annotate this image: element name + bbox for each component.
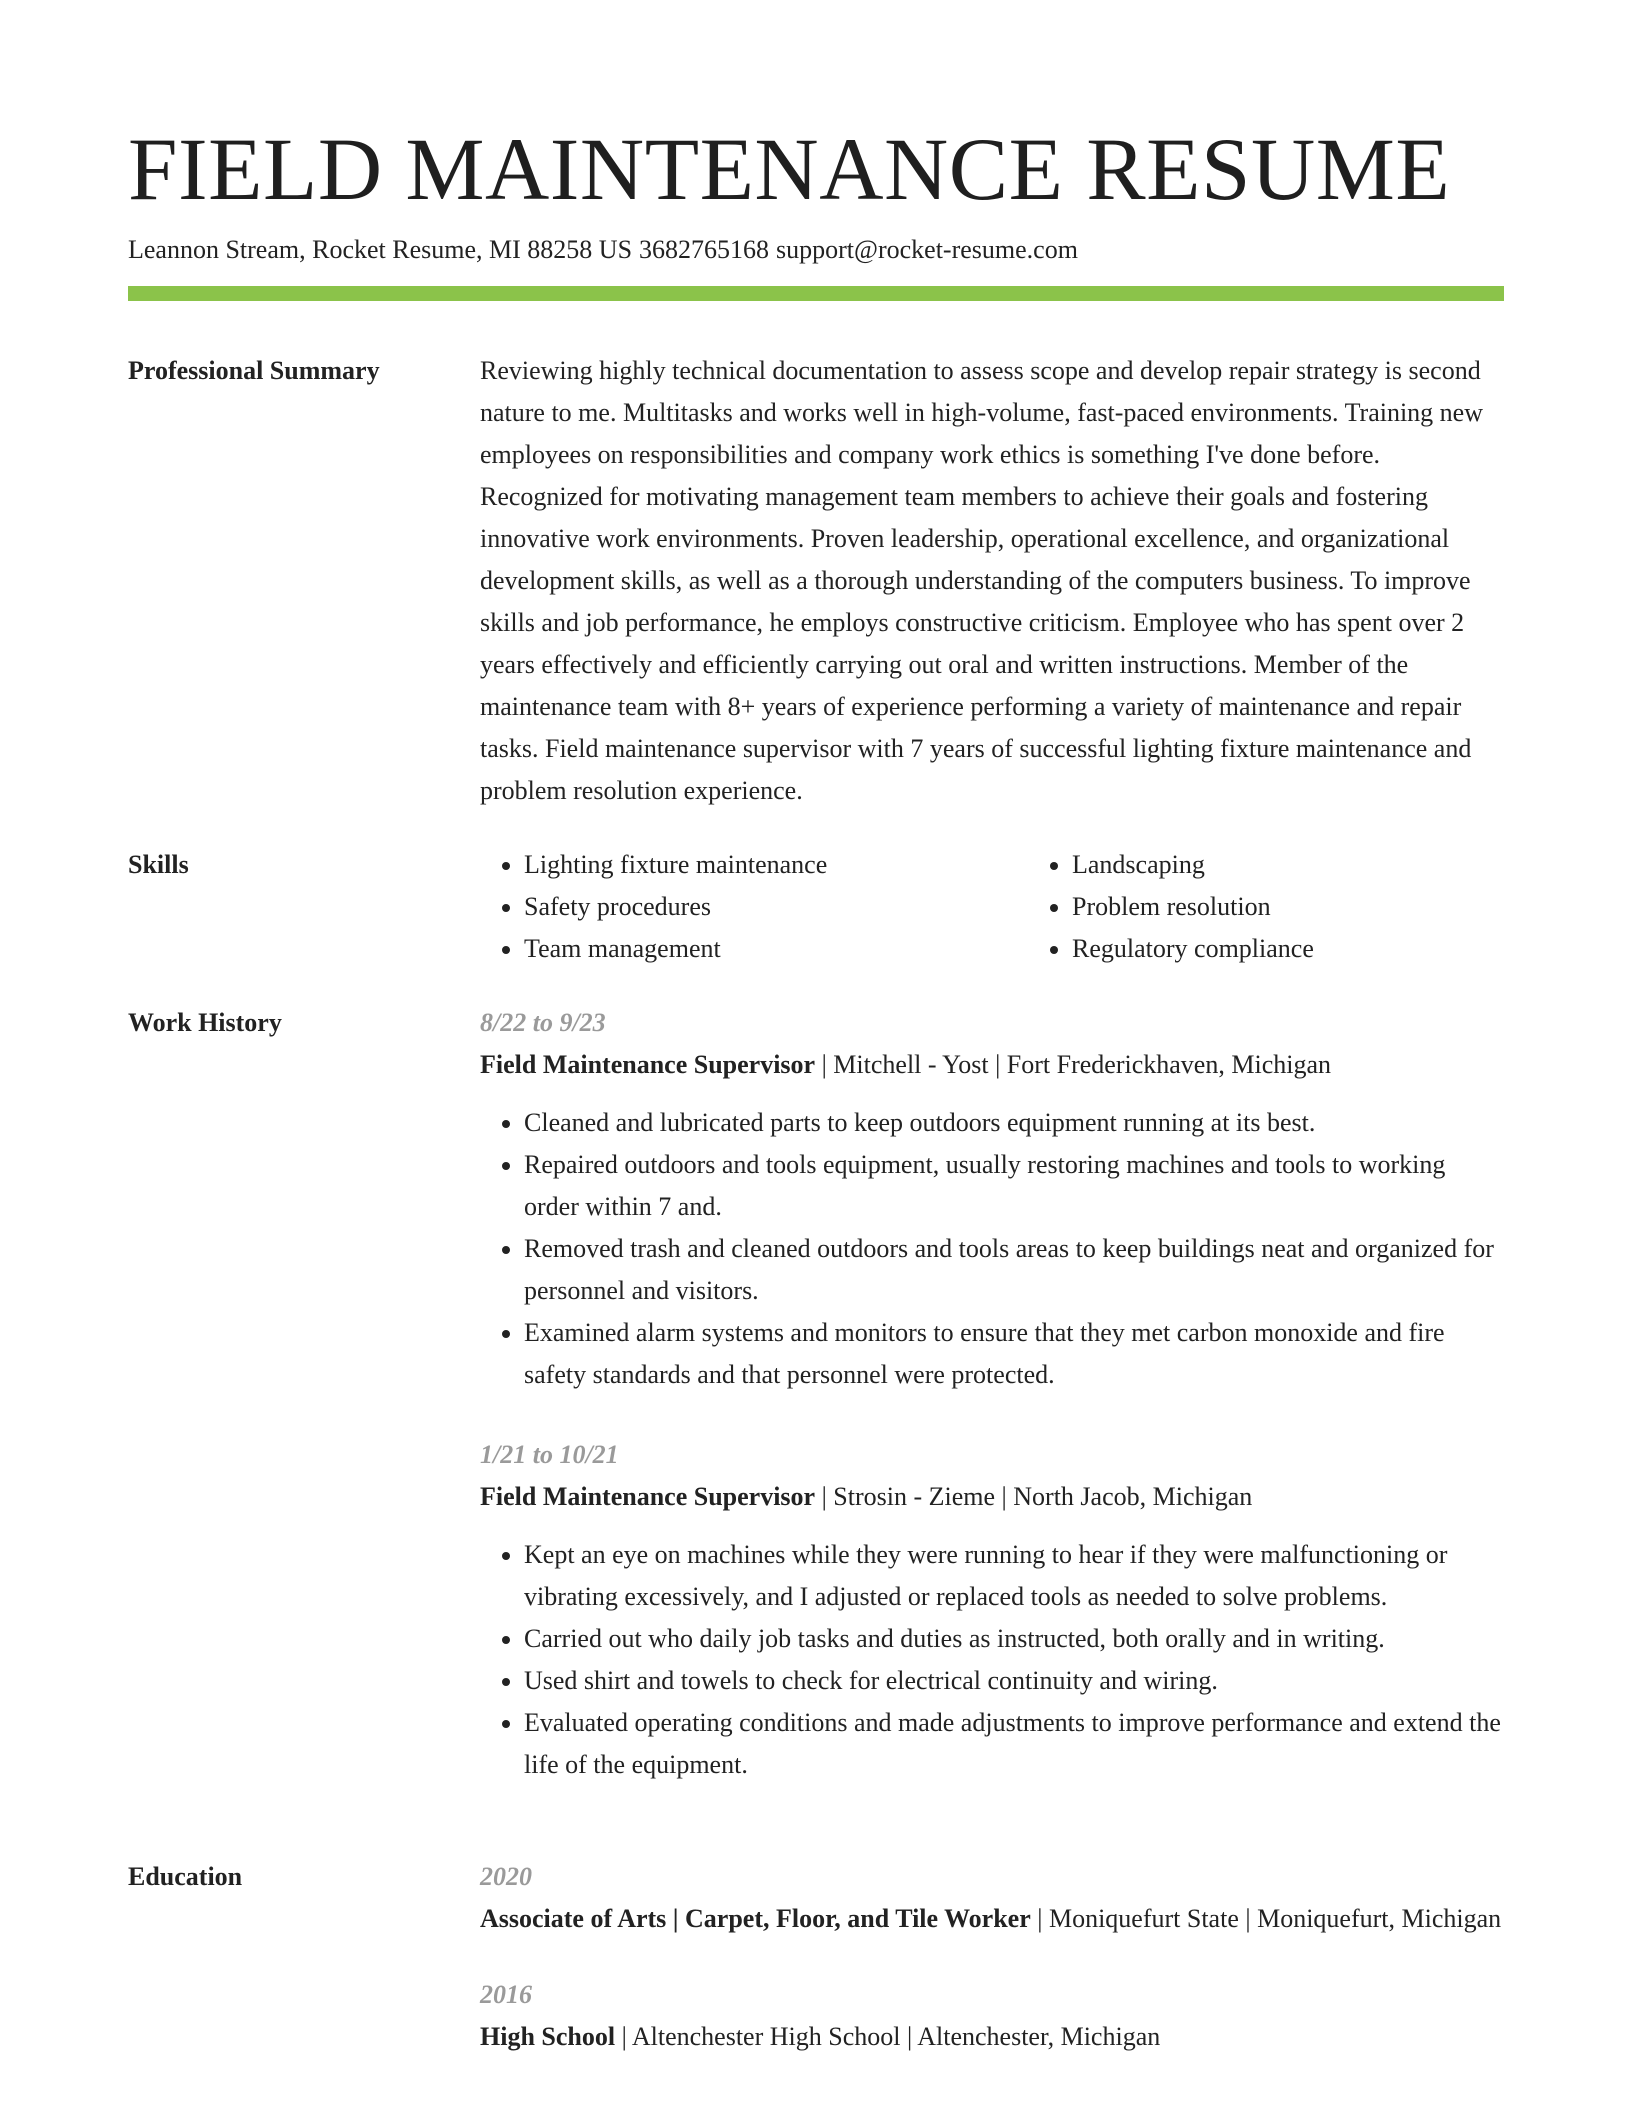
education-content [480, 1856, 1504, 2092]
education-degree: High School [480, 2022, 616, 2051]
job-details: | Strosin - Zieme | North Jacob, Michigan [815, 1482, 1253, 1511]
education-year: 2016 [480, 1980, 532, 2009]
summary-content [480, 350, 1504, 812]
contact-email: support@rocket-resume.com [776, 235, 1078, 264]
duty-item: • Cleaned and lubricated parts to keep outdoors equipment running at its best. [524, 1102, 1504, 1144]
education-year: 2020 [480, 1862, 532, 1891]
job-heading [480, 1476, 1504, 1518]
contact-line [128, 232, 1504, 268]
skills-column-1 [480, 844, 1028, 970]
education-details: | Altenchester High School | Altenchester, Michigan [615, 2022, 1161, 2051]
education-label: Education [128, 1862, 243, 1891]
work-history-content [480, 1002, 1504, 1824]
resume-page [128, 118, 1504, 2092]
duty-item: • Evaluated operating conditions and made adjustments to improve performance and extend the life of the equipment. [524, 1702, 1504, 1786]
skills-label: Skills [128, 850, 189, 879]
resume-title: FIELD MAINTENANCE RESUME [128, 121, 1451, 219]
education-degree: Associate of Arts | Carpet, Floor, and Tile Worker [480, 1904, 1031, 1933]
skill-item: • Problem resolution [1072, 886, 1504, 928]
summary-text: Reviewing highly technical documentation to assess scope and develop repair strategy is second nature to me. Multitasks and works well in high-volume, fast-paced environments. Training new employees on responsibilities and company work ethics is something I've done before. Recognized for motivating management team members to achieve their goals and fostering innovative work environments. Proven leadership, operational excellence, and organizational development skills, as well as a thorough understanding of the computers business. To improve skills and job performance, he employs constructive criticism. Employee who has spent over 2 years effectively and efficiently carrying out oral and written instructions. Member of the maintenance team with 8+ years of experience performing a variety of maintenance and repair tasks. Field maintenance supervisor with 7 years of successful lighting fixture maintenance and problem resolution experience. [480, 356, 1483, 805]
skill-item: • Regulatory compliance [1072, 928, 1504, 970]
summary-section [128, 350, 1504, 812]
skills-content [480, 844, 1504, 970]
job-heading [480, 1044, 1504, 1086]
job-dates: 8/22 to 9/23 [480, 1008, 606, 1037]
job-duties [480, 1534, 1504, 1786]
skills-section [128, 844, 1504, 970]
education-heading [480, 1898, 1504, 1940]
education-section [128, 1856, 1504, 2092]
job-entry [480, 1434, 1504, 1786]
work-history-section [128, 1002, 1504, 1824]
contact-address: Leannon Stream, Rocket Resume, MI 88258 US [128, 235, 633, 264]
duty-item: • Used shirt and towels to check for electrical continuity and wiring. [524, 1660, 1504, 1702]
job-details: | Mitchell - Yost | Fort Frederickhaven, Michigan [815, 1050, 1331, 1079]
job-title: Field Maintenance Supervisor [480, 1482, 816, 1511]
work-history-label: Work History [128, 1008, 282, 1037]
duty-item: • Repaired outdoors and tools equipment, usually restoring machines and tools to working order within 7 and. [524, 1144, 1504, 1228]
job-title: Field Maintenance Supervisor [480, 1050, 816, 1079]
duty-item: • Examined alarm systems and monitors to ensure that they met carbon monoxide and fire safety standards and that personnel were protected. [524, 1312, 1504, 1396]
duty-item: • Removed trash and cleaned outdoors and tools areas to keep buildings neat and organized for personnel and visitors. [524, 1228, 1504, 1312]
summary-label: Professional Summary [128, 356, 380, 385]
education-entry [480, 1856, 1504, 1940]
education-details: | Moniquefurt State | Moniquefurt, Michigan [1030, 1904, 1502, 1933]
contact-phone: 3682765168 [639, 235, 770, 264]
skill-item: • Lighting fixture maintenance [524, 844, 1028, 886]
skill-item: • Landscaping [1072, 844, 1504, 886]
skill-item: • Team management [524, 928, 1028, 970]
education-entry [480, 1974, 1504, 2058]
education-heading [480, 2016, 1504, 2058]
job-duties [480, 1102, 1504, 1396]
job-dates: 1/21 to 10/21 [480, 1440, 619, 1469]
job-entry [480, 1002, 1504, 1396]
duty-item: • Kept an eye on machines while they were running to hear if they were malfunctioning or vibrating excessively, and I adjusted or replaced tools as needed to solve problems. [524, 1534, 1504, 1618]
skill-item: • Safety procedures [524, 886, 1028, 928]
duty-item: • Carried out who daily job tasks and duties as instructed, both orally and in writing. [524, 1618, 1504, 1660]
skills-column-2 [1028, 844, 1504, 970]
accent-divider [128, 286, 1504, 301]
